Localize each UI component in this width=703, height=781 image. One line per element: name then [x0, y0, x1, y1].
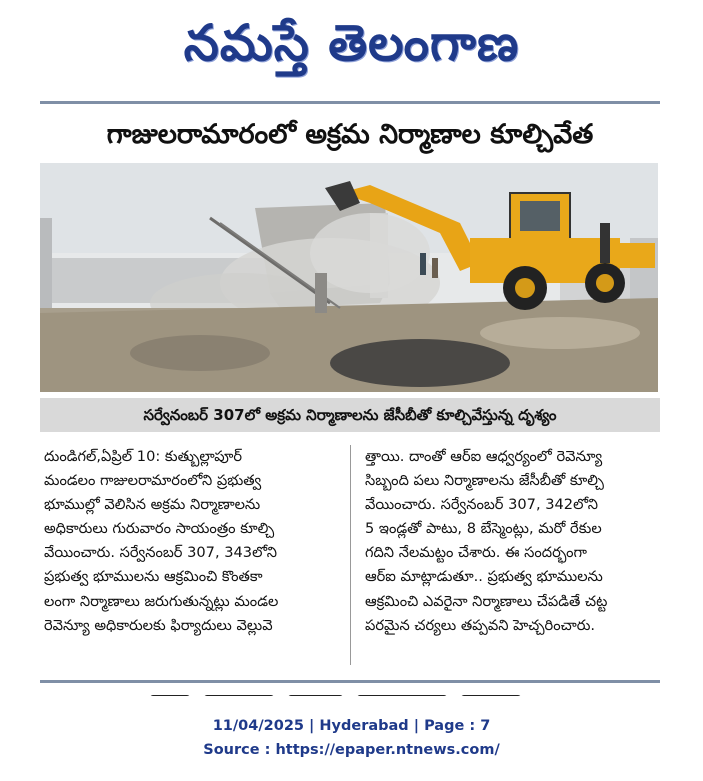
body-line: సిబ్బంది పలు నిర్మాణాలను జేసీబీతో కూల్చి — [365, 472, 604, 490]
article-column-right — [365, 445, 658, 638]
bottom-divider — [40, 680, 660, 683]
article-headline: గాజులరామారంలో అక్రమ నిర్మాణాల కూల్చివేత — [106, 119, 594, 150]
body-line: వేయించారు. సర్వేనంబర్ 307, 343లోని — [44, 544, 277, 562]
body-line: త్తాయి. దాంతో ఆర్ఐ ఆధ్వర్యంలో రెవెన్యూ — [365, 448, 603, 465]
body-line: ఆక్రమించి ఎవరైనా నిర్మాణాలు చేపడితే చట్ట — [365, 592, 608, 610]
article-column-left — [44, 445, 336, 638]
edition-info: 11/04/2025 | Hyderabad | Page : 7 — [212, 718, 491, 734]
body-line: పరమైన చర్యలు తప్పవని హెచ్చరించారు. — [365, 616, 596, 634]
body-line: 5 ఇండ్లతో పాటు, 8 బేస్మెంట్లు, మరో రేకుల — [365, 520, 602, 538]
body-line: ప్రభుత్వ భూములను ఆక్రమించి కొంతకా — [44, 568, 263, 586]
body-line: దుండిగల్,ఏప్రిల్ 10: కుత్బుల్లాపూర్ — [44, 448, 242, 465]
top-divider — [40, 101, 660, 104]
body-line: అధికారులు గురువారం సాయంత్రం కూల్చి — [44, 520, 275, 538]
body-line: రెవెన్యూ అధికారులకు ఫిర్యాదులు వెల్లువె — [44, 616, 273, 634]
photo-caption: సర్వేనంబర్ 307లో అక్రమ నిర్మాణాలను జేసీబీతో కూల్చివేస్తున్న దృశ్యం — [40, 398, 660, 432]
body-line: వేయించారు. సర్వేనంబర్ 307, 342లోని — [365, 496, 598, 514]
source-link[interactable]: Source : https://epaper.ntnews.com/ — [203, 742, 500, 758]
body-line: లంగా నిర్మాణాలు జరుగుతున్నట్లు మండల — [44, 592, 279, 610]
body-line: గదిని నేలమట్టం చేశారు. ఈ సందర్భంగా — [365, 544, 587, 562]
cropped-next-article-text — [150, 688, 570, 696]
body-line: మండలం గాజులరామారంలోని ప్రభుత్వ — [44, 472, 262, 490]
body-line: ఆర్ఐ మాట్లాడుతూ.. ప్రభుత్వ భూములను — [365, 568, 603, 586]
newspaper-masthead: నమస్తే తెలంగాణ — [183, 14, 520, 72]
news-photo — [40, 163, 658, 392]
body-line: భూముల్లో వెలిసిన అక్రమ నిర్మాణాలను — [44, 496, 261, 514]
column-divider — [350, 445, 351, 665]
